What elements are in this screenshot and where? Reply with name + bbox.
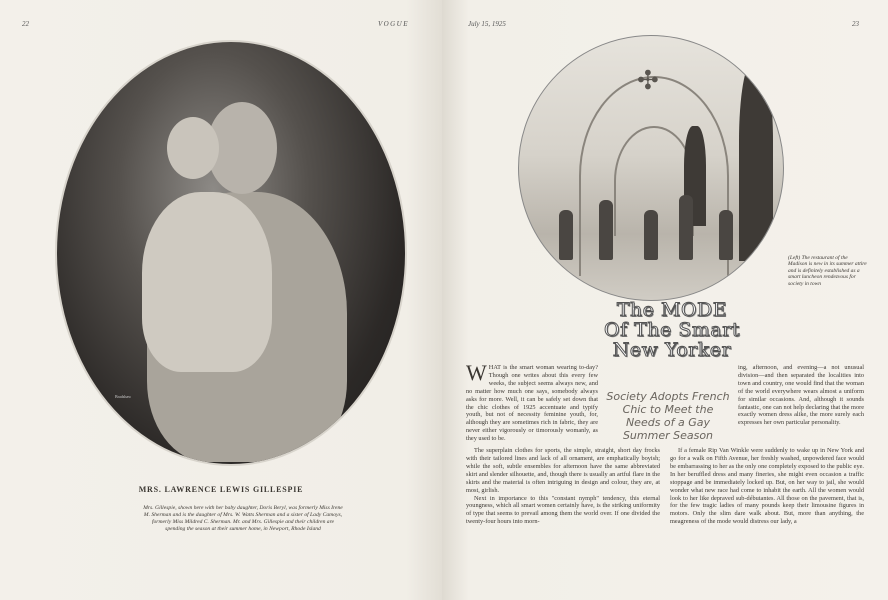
headline-line: New Yorker — [612, 339, 732, 361]
page-number: 22 — [22, 20, 29, 28]
article-body — [466, 360, 864, 526]
chandelier-icon: ✣ — [637, 66, 659, 95]
photo-title: MRS. LAWRENCE LEWIS GILLESPIE — [138, 485, 304, 494]
paragraph: Next in importance to this "constant nymph" tendency, this eternal youngness, which all smart women certainly have, is the striking uniformity of type that seems to prevail among them the world over. If one divided the twenty-four hours into morn- — [466, 494, 660, 526]
magazine-name: VOGUE — [378, 20, 410, 28]
article-column-1-lower — [466, 447, 660, 526]
article-subhead: Society Adopts French Chic to Meet the Needs of a Gay Summer Season — [606, 390, 730, 442]
article-column-2-lower — [670, 447, 864, 526]
headline-line: Of The Smart — [604, 319, 740, 341]
portrait-photo — [55, 40, 407, 466]
left-page — [0, 0, 442, 600]
page-number: 23 — [852, 20, 859, 28]
photo-caption: Mrs. Gillespie, shown here with her baby daughter, Doris Beryl, was formerly Miss Irene M. Sherman and is the daughter of Mrs. W. Watts Sherman and a sister of Lady Camoys, formerly Miss Mildred C. Sherman. Mr. and Mrs. Gillespie and their children are spending the season at their summer home, in Newport, Rhode Island — [143, 505, 343, 532]
photo-credit: Bradshaw — [115, 394, 131, 399]
article-column-1 — [466, 360, 598, 443]
right-page — [442, 0, 888, 600]
restaurant-illustration — [518, 35, 784, 301]
illustration-caption: (Left) The restaurant of the Madison is new in its summer attire and is definitely established as a smart luncheon rendezvous for society in town — [788, 255, 867, 287]
drop-cap: W — [466, 360, 487, 385]
article-column-2 — [738, 364, 864, 443]
article-lower-section — [466, 447, 864, 526]
article-headline — [582, 300, 762, 360]
paragraph: If a female Rip Van Winkle were suddenly to wake up in New York and go for a walk on Fifth Avenue, her freshly washed, unpowdered face would be embarrassing to her as the only one completely exposed to the public eye. In her beruffled dress and many fineries, she might even occasion a traffic stoppage and be immediately locked up. But, on her way to jail, she would wonder what new race had come to inhabit the earth. All the women would look to her like depraved sub-débutantes. All those on the pavement, that is, for the few tragic ladies of many pounds keep their limousine figures in motors. Only the slim dare walk about. But, more than anything, the meagreness of the mode would distress our lady, a — [670, 447, 864, 526]
issue-date: July 15, 1925 — [468, 20, 506, 28]
paragraph: HAT is the smart woman wearing to-day? Though one writes about this every few weeks, the subject seems always new, and no matter how much one says, somebody always asks for more. Well, it can be safely set down that the chic clothes of 1925 accentuate and typify youth, but not of necessity feminine youth, for, although they are sometimes rich in fabric, they are never either vigorously or timorously womanly, as they used to be. — [466, 364, 598, 443]
paragraph: ing, afternoon, and evening—a not unusual division—and then separated the localities into town and country, one would find that the woman of the world everywhere wears almost a uniform for similar occasions. And, although it sounds fantastic, one can not help declaring that the more exactly women dress alike, the more surely each expresses her own particular personality. — [738, 364, 864, 427]
paragraph: The superplain clothes for sports, the simple, straight, short day frocks with their tailored lines and lack of all ornament, are emphatically boyish; while the soft, subtle ensembles for afternoon have the same abbreviated skirt and slender silhouette, and, though there is usually an artful flare in the skirts and the material is often intriguing in design and colour, they are, at most, girlish. — [466, 447, 660, 494]
headline-line: The MODE — [616, 299, 728, 321]
